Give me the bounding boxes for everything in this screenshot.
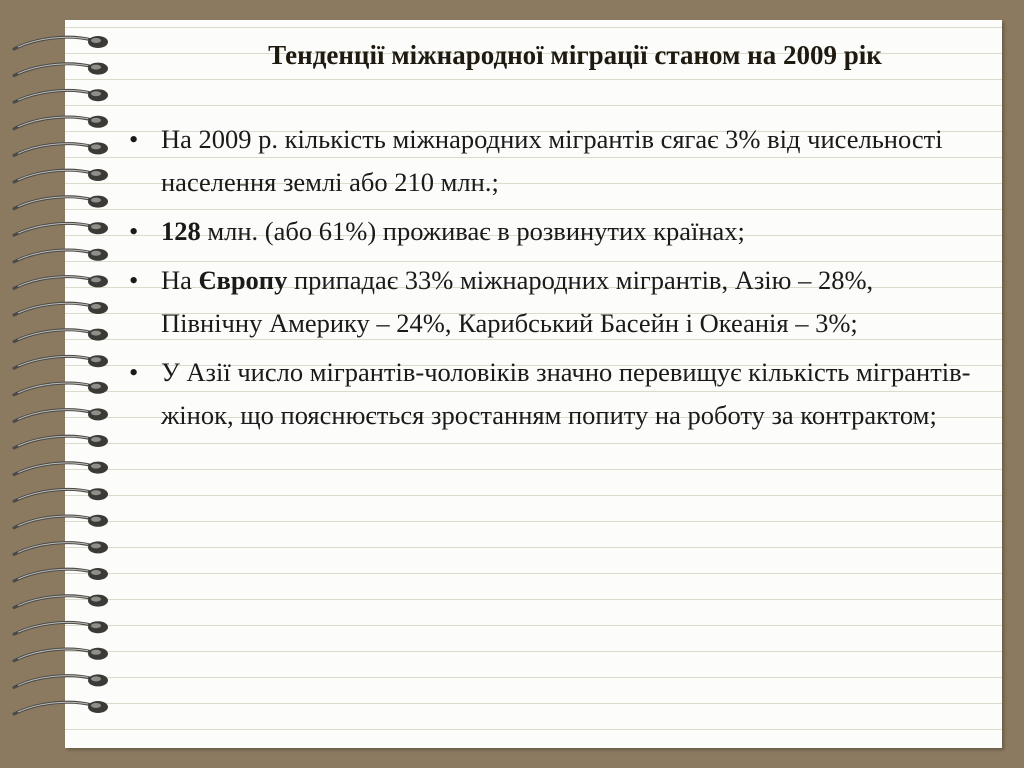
bullet-text: У Азії число мігрантів-чоловіків значно перевищує кількість мігрантів-жінок, що пояснюється зростанням попиту на роботу за контрактом;	[161, 357, 971, 430]
binding-ring	[14, 621, 108, 634]
bullet-dot: •	[129, 216, 139, 246]
binding-ring	[14, 355, 108, 368]
binding-ring	[14, 674, 108, 687]
binding-ring	[14, 36, 108, 49]
bullet-dot: •	[129, 124, 139, 154]
spiral-rings-icon	[6, 28, 116, 738]
binding-ring	[14, 169, 108, 182]
binding-ring	[14, 435, 108, 448]
binding-ring	[14, 595, 108, 608]
bullet-text: припадає 33% міжнародних мігрантів, Азію – 28%, Північну Америку – 24%, Карибський Басейн і Океанія – 3%;	[161, 265, 874, 338]
binding-ring	[14, 222, 108, 235]
binding-ring	[14, 568, 108, 581]
binding-ring	[14, 275, 108, 288]
binding-ring	[14, 249, 108, 262]
binding-ring	[14, 382, 108, 395]
bullet-item-4	[125, 351, 975, 437]
binding-ring	[14, 701, 108, 714]
binding-ring	[14, 116, 108, 129]
bullet-dot: •	[129, 265, 139, 295]
binding-ring	[14, 142, 108, 155]
binding-ring	[14, 89, 108, 102]
binding-ring	[14, 329, 108, 342]
slide-title: Тенденції міжнародної міграції станом на 2009 рік	[268, 40, 882, 70]
bullet-item-3	[125, 259, 975, 345]
binding-ring	[14, 462, 108, 475]
bullet-text: На 2009 р. кількість міжнародних мігрантів сягає 3% від чисельності населення землі або 210 млн.;	[161, 124, 943, 197]
bullet-text: млн. (або 61%) проживає в розвинутих країнах;	[200, 216, 745, 246]
bullet-bold-text: 128	[161, 216, 201, 246]
bullet-item-2	[125, 210, 975, 253]
binding-ring	[14, 63, 108, 76]
binding-ring	[14, 408, 108, 421]
notebook-page	[65, 20, 1002, 748]
binding-ring	[14, 648, 108, 661]
binding-ring	[14, 541, 108, 554]
bullet-prefix-text: На	[161, 265, 199, 295]
binding-ring	[14, 515, 108, 528]
bullet-item-1	[125, 118, 975, 204]
binding-ring	[14, 196, 108, 209]
bullet-list	[125, 118, 975, 443]
bullet-dot: •	[129, 357, 139, 387]
binding-ring	[14, 488, 108, 501]
binding-ring	[14, 302, 108, 315]
bullet-bold-text: Європу	[198, 265, 288, 295]
